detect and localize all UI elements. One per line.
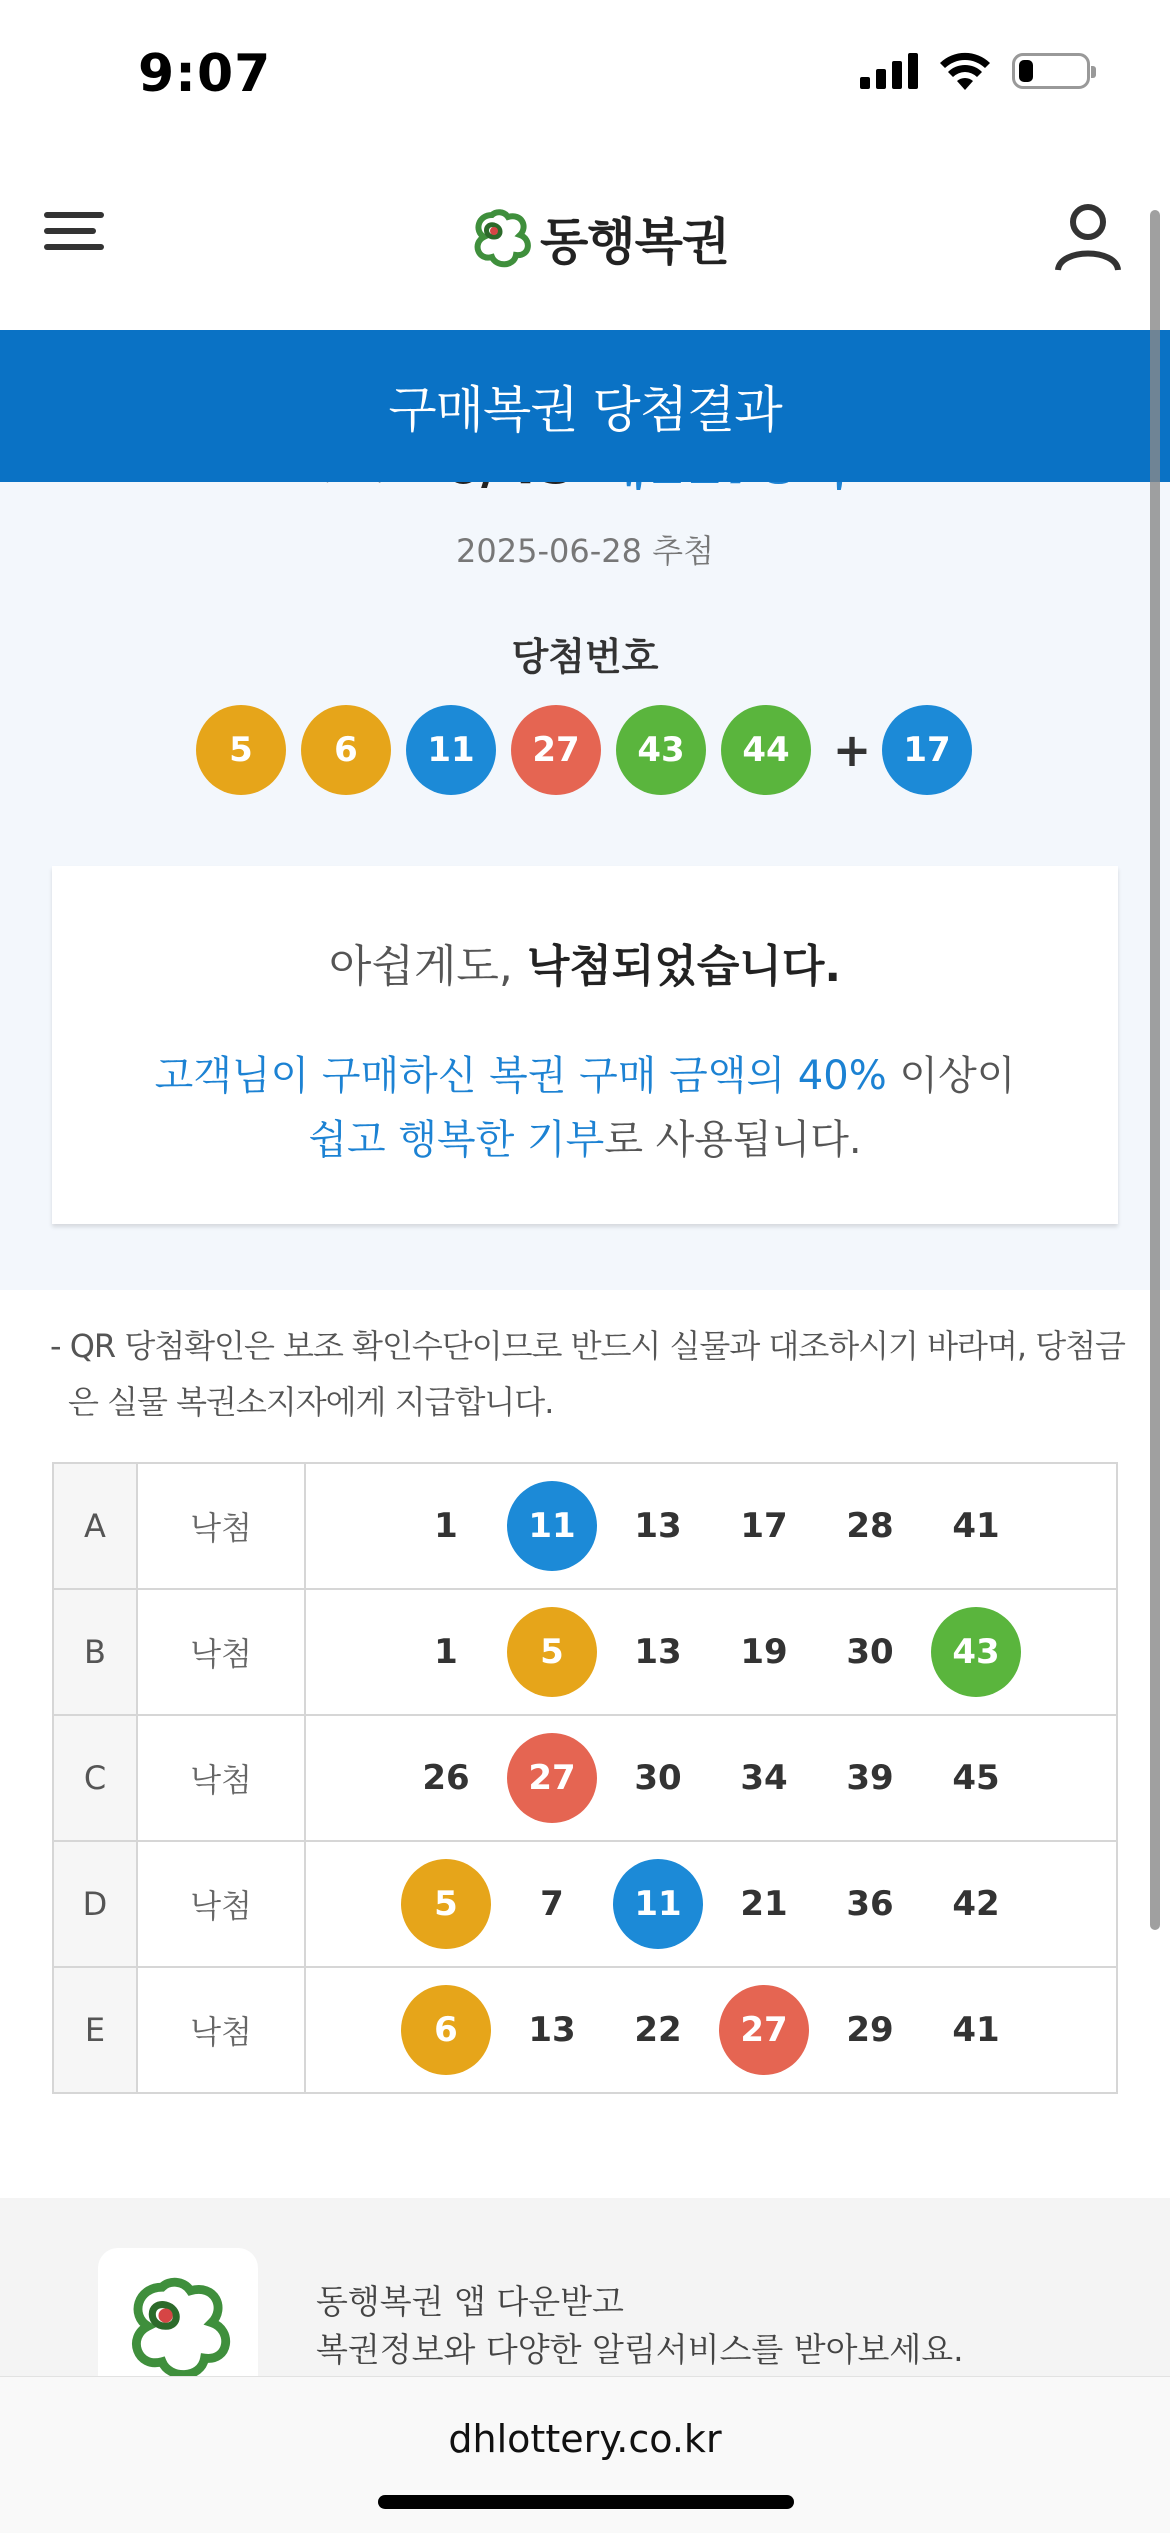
ticket-number: 17: [740, 1506, 788, 1546]
ticket-result: 낙첨: [137, 1589, 305, 1715]
result-prefix: 아쉽게도,: [328, 941, 527, 992]
ticket-number: 30: [634, 1758, 682, 1798]
winning-ball: 6: [301, 705, 391, 795]
ticket-result: 낙첨: [137, 1463, 305, 1589]
status-time: 9:07: [138, 44, 272, 104]
ticket-number: 34: [740, 1758, 788, 1798]
ticket-row: [53, 1589, 1117, 1715]
url-text: dhlottery.co.kr: [448, 2417, 722, 2461]
ticket-number-matched: 11: [613, 1859, 703, 1949]
ticket-game-label: A: [53, 1463, 137, 1589]
ticket-number: 39: [846, 1758, 894, 1798]
ticket-number: 13: [634, 1506, 682, 1546]
banner-line-1: 동행복권 앱 다운받고: [316, 2282, 624, 2321]
winning-ball: 44: [721, 705, 811, 795]
ticket-result: 낙첨: [137, 1715, 305, 1841]
scrollbar[interactable]: [1150, 210, 1160, 1930]
ticket-result: 낙첨: [137, 1967, 305, 2093]
signal-icon: [860, 53, 918, 89]
ticket-number: 29: [846, 2010, 894, 2050]
ticket-result: 낙첨: [137, 1841, 305, 1967]
ticket-number: 13: [528, 2010, 576, 2050]
user-icon: [1052, 200, 1124, 272]
user-button[interactable]: [1052, 200, 1124, 272]
logo-text: 동행복권: [540, 213, 730, 271]
banner-line-2: 복권정보와 다양한 알림서비스를 받아보세요.: [316, 2330, 964, 2369]
home-indicator[interactable]: [378, 2495, 794, 2509]
ticket-number: 1: [434, 1506, 458, 1546]
ticket-number: 7: [540, 1884, 564, 1924]
ticket-number-matched: 6: [401, 1985, 491, 2075]
wifi-icon: [940, 52, 990, 90]
ticket-row: [53, 1715, 1117, 1841]
donation-highlight-1: 고객님이 구매하신 복권 구매 금액의 40%: [154, 1053, 887, 1099]
ticket-number: 42: [952, 1884, 1000, 1924]
menu-button[interactable]: [44, 202, 116, 274]
ticket-number: 28: [846, 1506, 894, 1546]
logo-icon: [470, 207, 532, 269]
ticket-number-matched: 5: [507, 1607, 597, 1697]
draw-summary: [0, 482, 1170, 1290]
result-message: [52, 930, 1118, 994]
page-title: 구매복권 당첨결과: [388, 381, 782, 439]
winning-ball: 43: [616, 705, 706, 795]
ticket-number-matched: 5: [401, 1859, 491, 1949]
ticket-number: 45: [952, 1758, 1000, 1798]
ticket-row: [53, 1967, 1117, 2093]
winning-ball: 27: [511, 705, 601, 795]
donation-highlight-2: 쉽고 행복한 기부: [308, 1117, 605, 1163]
result-card: [52, 866, 1118, 1224]
ticket-numbers-cell: [305, 1967, 1117, 2093]
ticket-game-label: E: [53, 1967, 137, 2093]
banner-text: [316, 2278, 964, 2374]
app-download-banner[interactable]: [0, 2198, 1170, 2378]
ticket-table: [52, 1462, 1118, 2094]
site-logo[interactable]: [470, 202, 729, 274]
ticket-number: 19: [740, 1632, 788, 1672]
ticket-number: 13: [634, 1632, 682, 1672]
ticket-number: 36: [846, 1884, 894, 1924]
ticket-number: 41: [952, 1506, 1000, 1546]
draw-date: 2025-06-28 추첨: [456, 532, 714, 570]
ticket-number-matched: 43: [931, 1607, 1021, 1697]
ticket-game-label: C: [53, 1715, 137, 1841]
donation-message: [52, 1044, 1118, 1172]
winning-ball: 11: [406, 705, 496, 795]
winning-ball: 5: [196, 705, 286, 795]
ticket-row: [53, 1841, 1117, 1967]
ticket-numbers-cell: [305, 1715, 1117, 1841]
ticket-number: 22: [634, 2010, 682, 2050]
ticket-number-matched: 27: [719, 1985, 809, 2075]
winning-numbers: [196, 705, 987, 795]
ticket-game-label: B: [53, 1589, 137, 1715]
ticket-number: 21: [740, 1884, 788, 1924]
donation-text-2: 로 사용됩니다.: [604, 1117, 862, 1163]
bonus-ball: 17: [882, 705, 972, 795]
qr-notice: - QR 당첨확인은 보조 확인수단이므로 반드시 실물과 대조하시기 바라며, 당첨금은 실물 복권소지자에게 지급합니다.: [50, 1327, 1125, 1421]
ticket-numbers-cell: [305, 1841, 1117, 1967]
menu-icon: [44, 212, 104, 218]
ticket-number: 30: [846, 1632, 894, 1672]
ticket-number: 41: [952, 2010, 1000, 2050]
battery-icon: [1012, 53, 1090, 89]
donation-text-1: 이상이: [886, 1053, 1016, 1099]
status-icons: [860, 52, 1090, 90]
browser-url-bar[interactable]: [0, 2376, 1170, 2533]
app-header: [0, 150, 1170, 330]
logo-icon: [123, 2273, 233, 2383]
ticket-game-label: D: [53, 1841, 137, 1967]
status-bar: [0, 0, 1170, 150]
result-status: 낙첨되었습니다.: [526, 941, 842, 992]
ticket-number: 1: [434, 1632, 458, 1672]
ticket-numbers-cell: [305, 1463, 1117, 1589]
ticket-row: [53, 1463, 1117, 1589]
ticket-numbers-cell: [305, 1589, 1117, 1715]
winning-numbers-label: 당첨번호: [511, 635, 659, 679]
page-title-bar: [0, 330, 1170, 482]
ticket-number: 26: [422, 1758, 470, 1798]
bonus-plus: +: [832, 723, 872, 777]
ticket-number-matched: 27: [507, 1733, 597, 1823]
ticket-number-matched: 11: [507, 1481, 597, 1571]
